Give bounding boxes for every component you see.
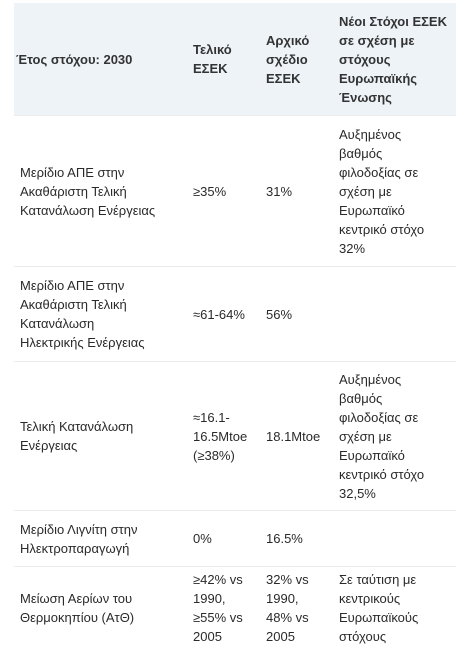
header-eu-targets: Νέοι Στόχοι ΕΣΕΚ σε σχέση με στόχους Ευρωπαϊκής Ένωσης [339, 14, 447, 105]
table-row [14, 116, 456, 267]
header-target-year: Έτος στόχου: 2030 [16, 51, 133, 67]
initial-value: 32% vs 1990, 48% vs 2005 [266, 572, 309, 644]
initial-value: 18.1Mtoe [266, 428, 321, 444]
table-row [14, 567, 456, 649]
final-value: ≈61-64% [193, 306, 245, 322]
eu-comparison: Σε ταύτιση με κεντρικούς Ευρωπαϊκούς στόχους [339, 572, 419, 644]
initial-value: 56% [266, 306, 293, 322]
final-value: ≈16.1- 16.5Mtoe (≥38%) [193, 409, 248, 463]
table-row [14, 511, 456, 567]
row-label: Τελική Κατανάλωση Ενέργειας [20, 419, 134, 453]
row-label: Μερίδιο ΑΠΕ στην Ακαθάριστη Τελική Κατανάλωση Ηλεκτρικής Ενέργειας [20, 278, 145, 350]
final-value: 0% [193, 531, 212, 546]
final-value: ≥35% [193, 183, 227, 199]
targets-table [14, 3, 456, 649]
table-header-row [14, 3, 456, 116]
table-row [14, 267, 456, 362]
header-final-nesk: Τελικό ΕΣΕΚ [193, 42, 232, 76]
row-label: Μερίδιο ΑΠΕ στην Ακαθάριστη Τελική Κατανάλωση Ενέργειας [20, 164, 156, 218]
eu-comparison: Αυξημένος βαθμός φιλοδοξίας σε σχέση με Ευρωπαϊκό κεντρικό στόχο 32,5% [339, 371, 425, 501]
eu-comparison [333, 267, 456, 361]
table-row [14, 362, 456, 511]
initial-value: 16.5% [266, 531, 303, 546]
header-initial-nesk: Αρχικό σχέδιο ΕΣΕΚ [266, 32, 310, 86]
final-value: ≥42% vs 1990, ≥55% vs 2005 [193, 572, 243, 644]
initial-value: 31% [266, 183, 293, 199]
eu-comparison: Αυξημένος βαθμός φιλοδοξίας σε σχέση με Ευρωπαϊκό κεντρικό στόχο 32% [339, 126, 425, 256]
eu-comparison [333, 511, 456, 566]
row-label: Μερίδιο Λιγνίτη στην Ηλεκτροπαραγωγή [20, 521, 138, 556]
row-label: Μείωση Αερίων του Θερμοκηπίου (ΑτΘ) [20, 591, 135, 625]
